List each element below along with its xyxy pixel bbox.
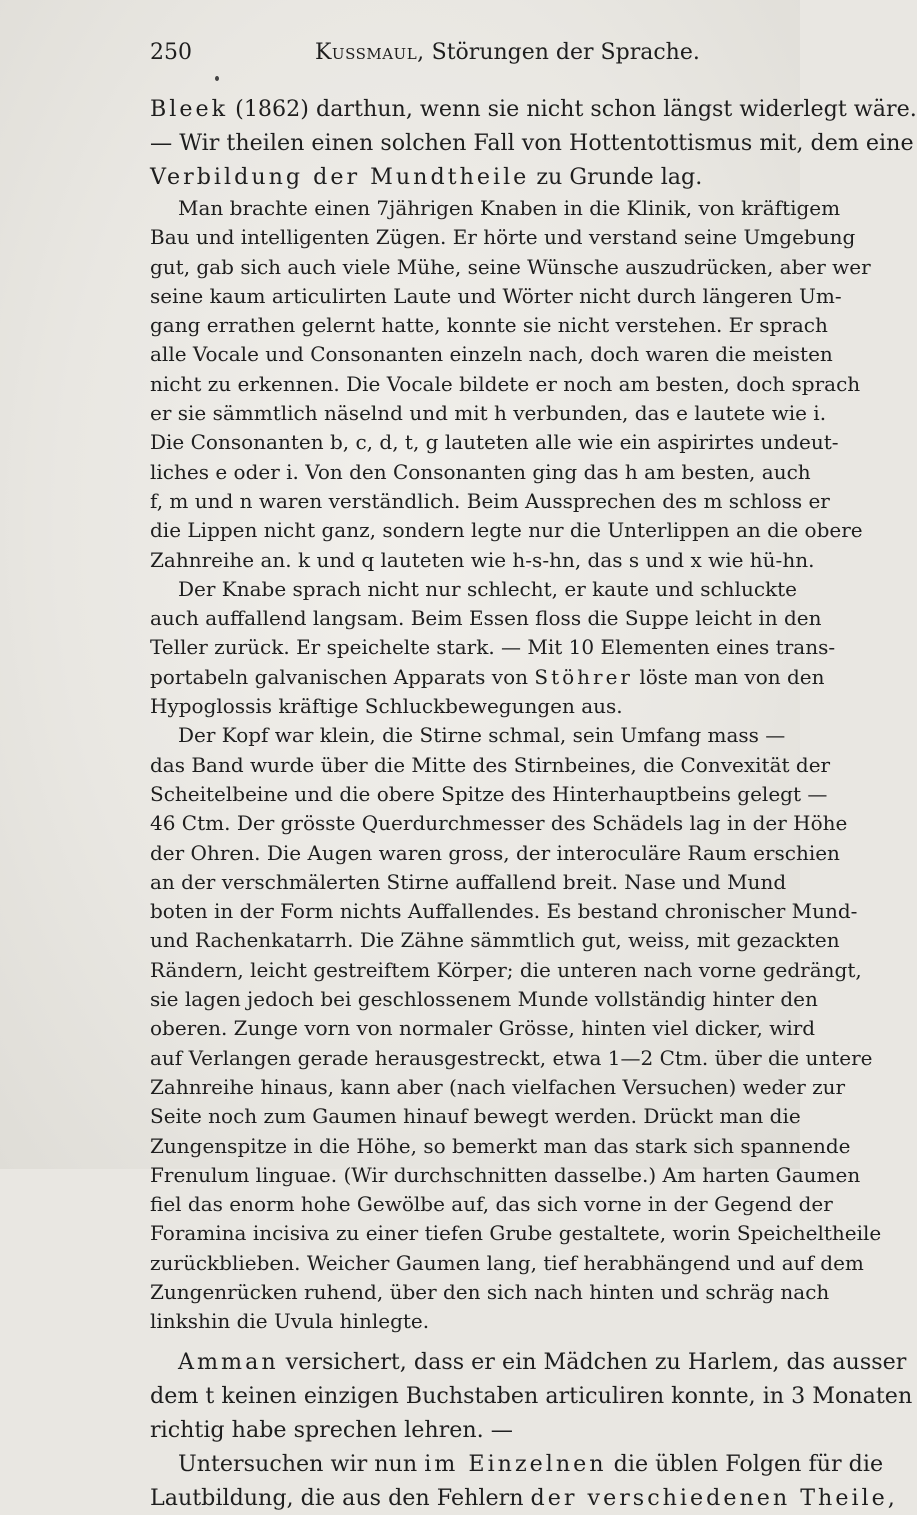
text-line: sie lagen jedoch bei geschlossenem Munde vollständig hinter den bbox=[150, 987, 818, 1012]
paragraph-case-description bbox=[150, 194, 871, 575]
paragraph-swallowing bbox=[150, 575, 836, 721]
text-line: das Band wurde über die Mitte des Stirnbeines, die Convexität der bbox=[150, 752, 831, 777]
name-amman: Amman bbox=[178, 1348, 279, 1375]
text-segment: Bleek (1862) darthun, wenn sie nicht schon längst widerlegt wäre. bbox=[150, 96, 917, 122]
text-line: der Ohren. Die Augen waren gross, der interoculäre Raum erschien bbox=[150, 840, 840, 865]
text-line: fiel das enorm hohe Gewölbe auf, das sich vorne in der Gegend der bbox=[150, 1192, 833, 1217]
text-segment: portabeln galvanischen Apparats von Stöhrer löste man von den bbox=[150, 664, 825, 689]
text-line bbox=[150, 126, 914, 160]
text-line: Der Kopf war klein, die Stirne schmal, sein Umfang mass — bbox=[178, 723, 786, 748]
emphasis-im-einzelnen: im Einzelnen bbox=[424, 1450, 607, 1477]
text-line: Rändern, leicht gestreiftem Körper; die unteren nach vorne gedrängt, bbox=[150, 957, 862, 982]
text-line bbox=[150, 663, 825, 692]
name-stoehrer: Stöhrer bbox=[534, 664, 633, 689]
text-line: 46 Ctm. Der grösste Querdurchmesser des Schädels lag in der Höhe bbox=[150, 811, 848, 836]
text-line: er sie sämmtlich näselnd und mit h verbunden, das e lautete wie i. bbox=[150, 401, 827, 426]
text-line: Scheitelbeine und die obere Spitze des Hinterhauptbeins gelegt — bbox=[150, 781, 828, 806]
page-number: 250 bbox=[150, 40, 192, 65]
text-line: Man brachte einen 7jährigen Knaben in die Klinik, von kräftigem bbox=[178, 196, 841, 220]
text-line: Die Consonanten b, c, d, t, g lauteten alle wie ein aspirirtes undeut- bbox=[150, 430, 839, 455]
text-line: nicht zu erkennen. Die Vocale bildete er noch am besten, doch sprach bbox=[150, 371, 861, 396]
text-line: Seite noch zum Gaumen hinauf bewegt werden. Drückt man die bbox=[150, 1104, 801, 1129]
body-text bbox=[150, 92, 917, 1515]
text-line: liches e oder i. Von den Consonanten ging das h am besten, auch bbox=[150, 459, 811, 484]
text-line: zurückblieben. Weicher Gaumen lang, tief herabhängend und auf dem bbox=[150, 1250, 864, 1275]
paragraph-anatomy bbox=[150, 721, 882, 1336]
text-line bbox=[150, 1345, 907, 1379]
text-line: Der Knabe sprach nicht nur schlecht, er kaute und schluckte bbox=[178, 576, 798, 601]
text-line: Hypoglossis kräftige Schluckbewegungen aus. bbox=[150, 694, 623, 719]
text-segment: Untersuchen wir nun im Einzelnen die üblen Folgen für die bbox=[178, 1450, 884, 1477]
text-line: richtig habe sprechen lehren. — bbox=[150, 1416, 513, 1443]
text-line: Foramina incisiva zu einer tiefen Grube gestaltete, worin Speicheltheile bbox=[150, 1221, 882, 1246]
text-line: gang errathen gelernt hatte, konnte sie nicht verstehen. Er sprach bbox=[150, 313, 828, 338]
text-segment: Lautbildung, die aus den Fehlern der verschiedenen Theile, bbox=[150, 1484, 895, 1511]
paragraph-amman bbox=[150, 1345, 913, 1447]
text-line bbox=[150, 1481, 895, 1515]
text-segment: — Wir theilen einen solchen Fall von Hottentottismus mit, dem eine bbox=[150, 130, 914, 156]
text-line: Teller zurück. Er speichelte stark. — Mit 10 Elementen eines trans- bbox=[150, 635, 836, 660]
text-line: Zahnreihe hinaus, kann aber (nach vielfachen Versuchen) weder zur bbox=[150, 1074, 846, 1099]
text-line: Zungenrücken ruhend, über den sich nach hinten und schräg nach bbox=[150, 1279, 830, 1304]
header-subject: Störungen der Sprache. bbox=[424, 40, 700, 65]
text-line: f, m und n waren verständlich. Beim Aussprechen des m schloss er bbox=[150, 488, 830, 513]
text-line: Zungenspitze in die Höhe, so bemerkt man das stark sich spannende bbox=[150, 1133, 851, 1158]
text-line: auch auffallend langsam. Beim Essen floss die Suppe leicht in den bbox=[150, 606, 822, 631]
paragraph-conclusion bbox=[150, 1447, 895, 1515]
paragraph-gap bbox=[150, 1337, 785, 1345]
text-line: gut, gab sich auch viele Mühe, seine Wünsche auszudrücken, aber wer bbox=[150, 254, 871, 279]
text-line: Frenulum linguae. (Wir durchschnitten dasselbe.) Am harten Gaumen bbox=[150, 1162, 861, 1187]
name-bleek: Bleek bbox=[150, 96, 229, 122]
emphasis-theile: der verschiedenen Theile bbox=[530, 1484, 888, 1511]
text-line: an der verschmälerten Stirne auffallend breit. Nase und Mund bbox=[150, 869, 787, 894]
header-title bbox=[315, 40, 700, 65]
running-head bbox=[150, 40, 710, 80]
paragraph-bleek bbox=[150, 92, 917, 194]
text-line: Bau und intelligenten Zügen. Er hörte und verstand seine Umgebung bbox=[150, 225, 856, 250]
text-line: boten in der Form nichts Auffallendes. Es bestand chronischer Mund- bbox=[150, 899, 858, 924]
text-line: Zahnreihe an. k und q lauteten wie h-s-hn, das s und x wie hü-hn. bbox=[150, 547, 815, 572]
text-line: die Lippen nicht ganz, sondern legte nur die Unterlippen an die obere bbox=[150, 518, 863, 543]
text-line: dem t keinen einzigen Buchstaben articuliren konnte, in 3 Monaten bbox=[150, 1382, 913, 1409]
text-line: Verbildung der Mundtheile zu Grunde lag. bbox=[150, 160, 785, 194]
text-line bbox=[150, 92, 917, 126]
text-line: auf Verlangen gerade herausgestreckt, etwa 1—2 Ctm. über die untere bbox=[150, 1045, 873, 1070]
text-line: alle Vocale und Consonanten einzeln nach, doch waren die meisten bbox=[150, 342, 833, 367]
text-line: oberen. Zunge vorn von normaler Grösse, hinten viel dicker, wird bbox=[150, 1016, 816, 1041]
text-line bbox=[150, 1447, 884, 1481]
text-line: und Rachenkatarrh. Die Zähne sämmtlich gut, weiss, mit gezackten bbox=[150, 928, 840, 953]
header-author: Kussmaul, bbox=[315, 40, 425, 65]
text-line: seine kaum articulirten Laute und Wörter nicht durch längeren Um- bbox=[150, 283, 842, 308]
emphasis-verbildung: Verbildung der Mundtheile bbox=[150, 164, 530, 190]
text-line: linkshin die Uvula hinlegte. bbox=[150, 1309, 430, 1334]
text-segment: Amman versichert, dass er ein Mädchen zu Harlem, das ausser bbox=[178, 1348, 907, 1375]
